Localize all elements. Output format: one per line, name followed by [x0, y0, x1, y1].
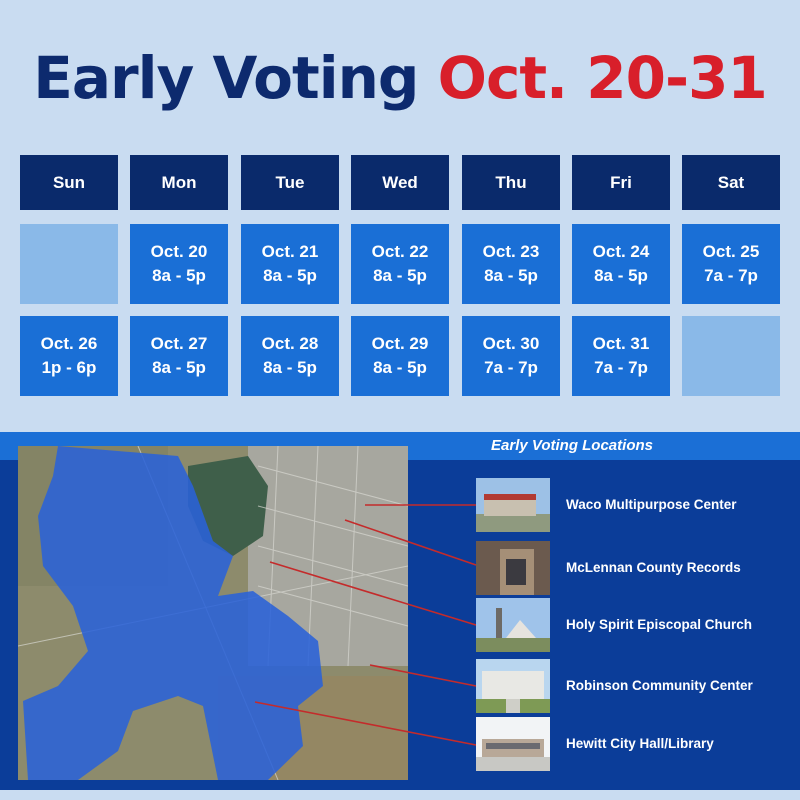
location-item: [476, 478, 796, 532]
day-hours: 8a - 5p: [373, 358, 427, 377]
location-photo: [476, 598, 550, 652]
day-hours: 8a - 5p: [263, 266, 317, 285]
day-date: Oct. 30: [482, 334, 540, 353]
day-date: Oct. 28: [261, 334, 319, 353]
day-cell: [241, 316, 339, 396]
day-cell: [130, 316, 228, 396]
day-cell: [351, 316, 449, 396]
day-cell-empty: [682, 316, 780, 396]
district-map: [18, 446, 408, 780]
day-hours: 7a - 7p: [484, 358, 538, 377]
day-cell: [572, 224, 670, 304]
location-item: [476, 598, 796, 652]
day-cell: [572, 316, 670, 396]
location-name: Holy Spirit Episcopal Church: [566, 617, 753, 632]
location-item: [476, 659, 796, 713]
day-cell: [241, 224, 339, 304]
day-hours: 1p - 6p: [41, 358, 97, 377]
day-cell: [20, 316, 118, 396]
map-image: [18, 446, 408, 780]
day-date: Oct. 23: [482, 242, 540, 261]
day-cell: [462, 316, 560, 396]
day-date: Oct. 25: [702, 242, 760, 261]
location-photo: [476, 478, 550, 532]
day-date: Oct. 20: [150, 242, 208, 261]
day-cell-empty: [20, 224, 118, 304]
day-hours: 8a - 5p: [152, 358, 206, 377]
weekday-header-sun: Sun: [20, 155, 118, 210]
day-hours: 8a - 5p: [152, 266, 206, 285]
day-hours: 8a - 5p: [373, 266, 427, 285]
day-date: Oct. 27: [150, 334, 208, 353]
day-date: Oct. 31: [592, 334, 650, 353]
day-hours: 7a - 7p: [594, 358, 648, 377]
day-date: Oct. 26: [40, 334, 98, 353]
location-name: Robinson Community Center: [566, 678, 753, 693]
weekday-header-mon: Mon: [130, 155, 228, 210]
location-item: [476, 541, 796, 595]
location-name: McLennan County Records: [566, 560, 741, 575]
locations-title: Early Voting Locations: [491, 437, 653, 454]
day-date: Oct. 22: [371, 242, 429, 261]
weekday-header-thu: Thu: [462, 155, 560, 210]
page-title: [0, 38, 800, 118]
day-hours: 8a - 5p: [263, 358, 317, 377]
weekday-header-wed: Wed: [351, 155, 449, 210]
day-date: Oct. 24: [592, 242, 650, 261]
weekday-header-fri: Fri: [572, 155, 670, 210]
weekday-header-tue: Tue: [241, 155, 339, 210]
title-main: Early Voting: [33, 44, 419, 112]
day-cell: [682, 224, 780, 304]
day-cell: [462, 224, 560, 304]
title-dates: Oct. 20-31: [437, 44, 767, 112]
location-photo: [476, 659, 550, 713]
day-cell: [351, 224, 449, 304]
day-date: Oct. 29: [371, 334, 429, 353]
day-hours: 7a - 7p: [704, 266, 758, 285]
weekday-header-sat: Sat: [682, 155, 780, 210]
location-photo: [476, 541, 550, 595]
day-hours: 8a - 5p: [594, 266, 648, 285]
location-item: [476, 717, 796, 771]
location-name: Waco Multipurpose Center: [566, 497, 737, 512]
location-name: Hewitt City Hall/Library: [566, 736, 714, 751]
day-date: Oct. 21: [261, 242, 319, 261]
day-hours: 8a - 5p: [484, 266, 538, 285]
day-cell: [130, 224, 228, 304]
location-photo: [476, 717, 550, 771]
